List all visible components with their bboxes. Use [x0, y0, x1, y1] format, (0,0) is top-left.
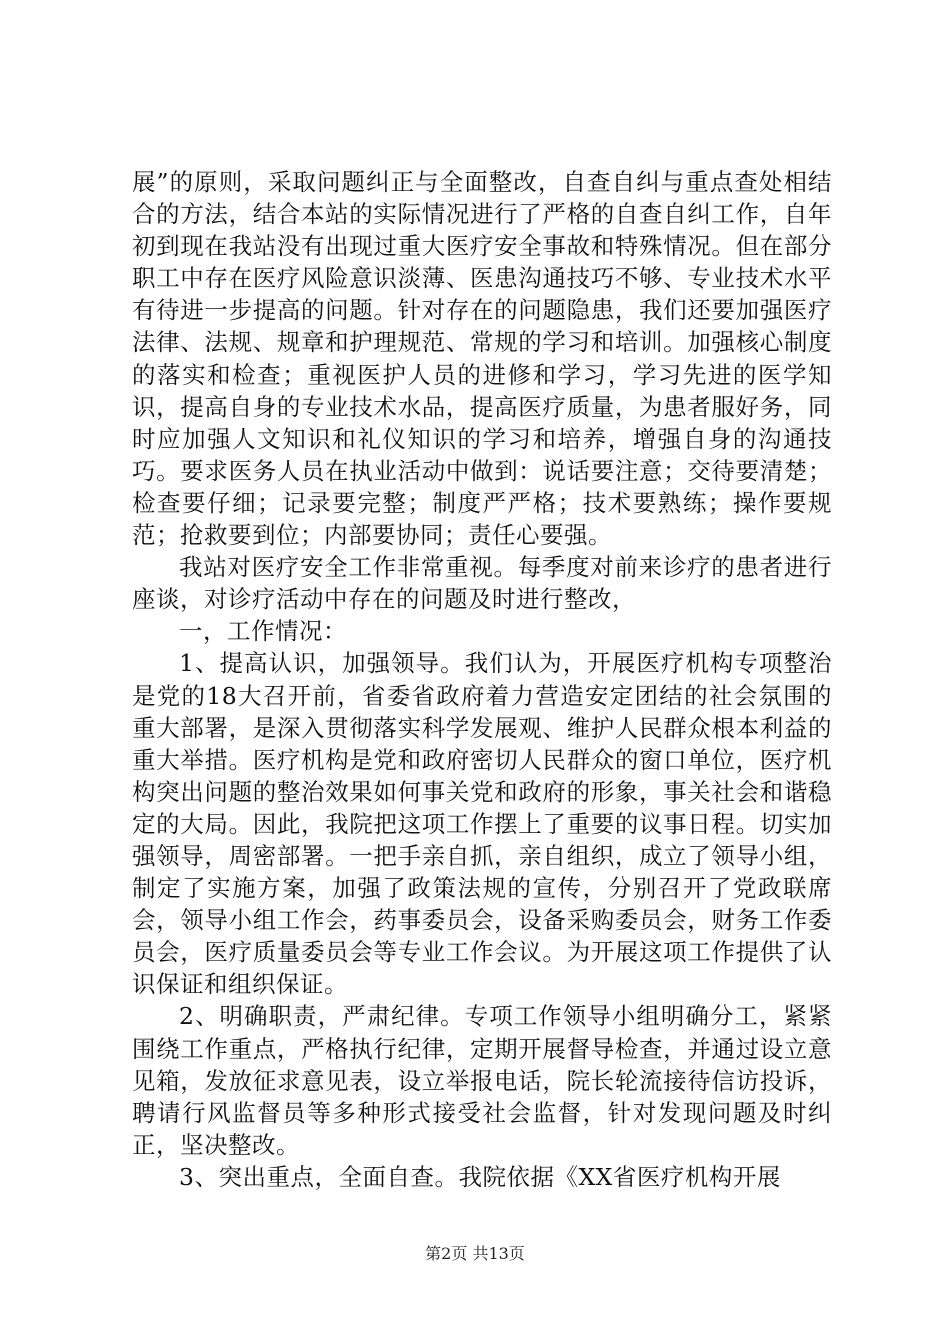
- paragraph-safety-emphasis: 我站对医疗安全工作非常重视。每季度对前来诊疗的患者进行座谈，对诊疗活动中存在的问题及时进行整改，: [132, 553, 832, 614]
- page-number-footer: 第2页 共13页: [425, 1244, 525, 1263]
- paragraph-item-3: 3、突出重点，全面自查。我院依据《XX省医疗机构开展: [179, 1162, 781, 1191]
- body-text: [132, 166, 832, 1193]
- section-heading-work-status: 一，工作情况：: [179, 617, 347, 646]
- paragraph-item-2: 2、明确职责，严肃纪律。专项工作领导小组明确分工，紧紧围绕工作重点，严格执行纪律，定期开展督导检查，并通过设立意见箱，发放征求意见表，设立举报电话，院长轮流接待信访投诉，聘请行风监督员等多种形式接受社会监督，针对发现问题及时纠正，坚决整改。: [132, 1002, 832, 1159]
- paragraph-continuation: 展”的原则，采取问题纠正与全面整改，自查自纠与重点查处相结合的方法，结合本站的实际情况进行了严格的自查自纠工作，自年初到现在我站没有出现过重大医疗安全事故和特殊情况。但在部分职工中存在医疗风险意识淡薄、医患沟通技巧不够、专业技术水平有待进一步提高的问题。针对存在的问题隐患，我们还要加强医疗法律、法规、规章和护理规范、常规的学习和培训。加强核心制度的落实和检查；重视医护人员的进修和学习，学习先进的医学知识，提高自身的专业技术水品，提高医疗质量，为患者服好务，同时应加强人文知识和礼仪知识的学习和培养，增强自身的沟通技巧。要求医务人员在执业活动中做到：说话要注意；交待要清楚；检查要仔细；记录要完整；制度严严格；技术要熟练；操作要规范；抢救要到位；内部要协同；责任心要强。: [132, 168, 832, 550]
- paragraph-item-1: 1、提高认识，加强领导。我们认为，开展医疗机构专项整治是党的18大召开前，省委省政府着力营造安定团结的社会氛围的重大部署，是深入贯彻落实科学发展观、维护人民群众根本利益的重大举措。医疗机构是党和政府密切人民群众的窗口单位，医疗机构突出问题的整治效果如何事关党和政府的形象，事关社会和谐稳定的大局。因此，我院把这项工作摆上了重要的议事日程。切实加强领导，周密部署。一把手亲自抓，亲自组织，成立了领导小组，制定了实施方案，加强了政策法规的宣传，分别召开了党政联席会，领导小组工作会，药事委员会，设备采购委员会，财务工作委员会，医疗质量委员会等专业工作会议。为开展这项工作提供了认识保证和组织保证。: [132, 649, 832, 999]
